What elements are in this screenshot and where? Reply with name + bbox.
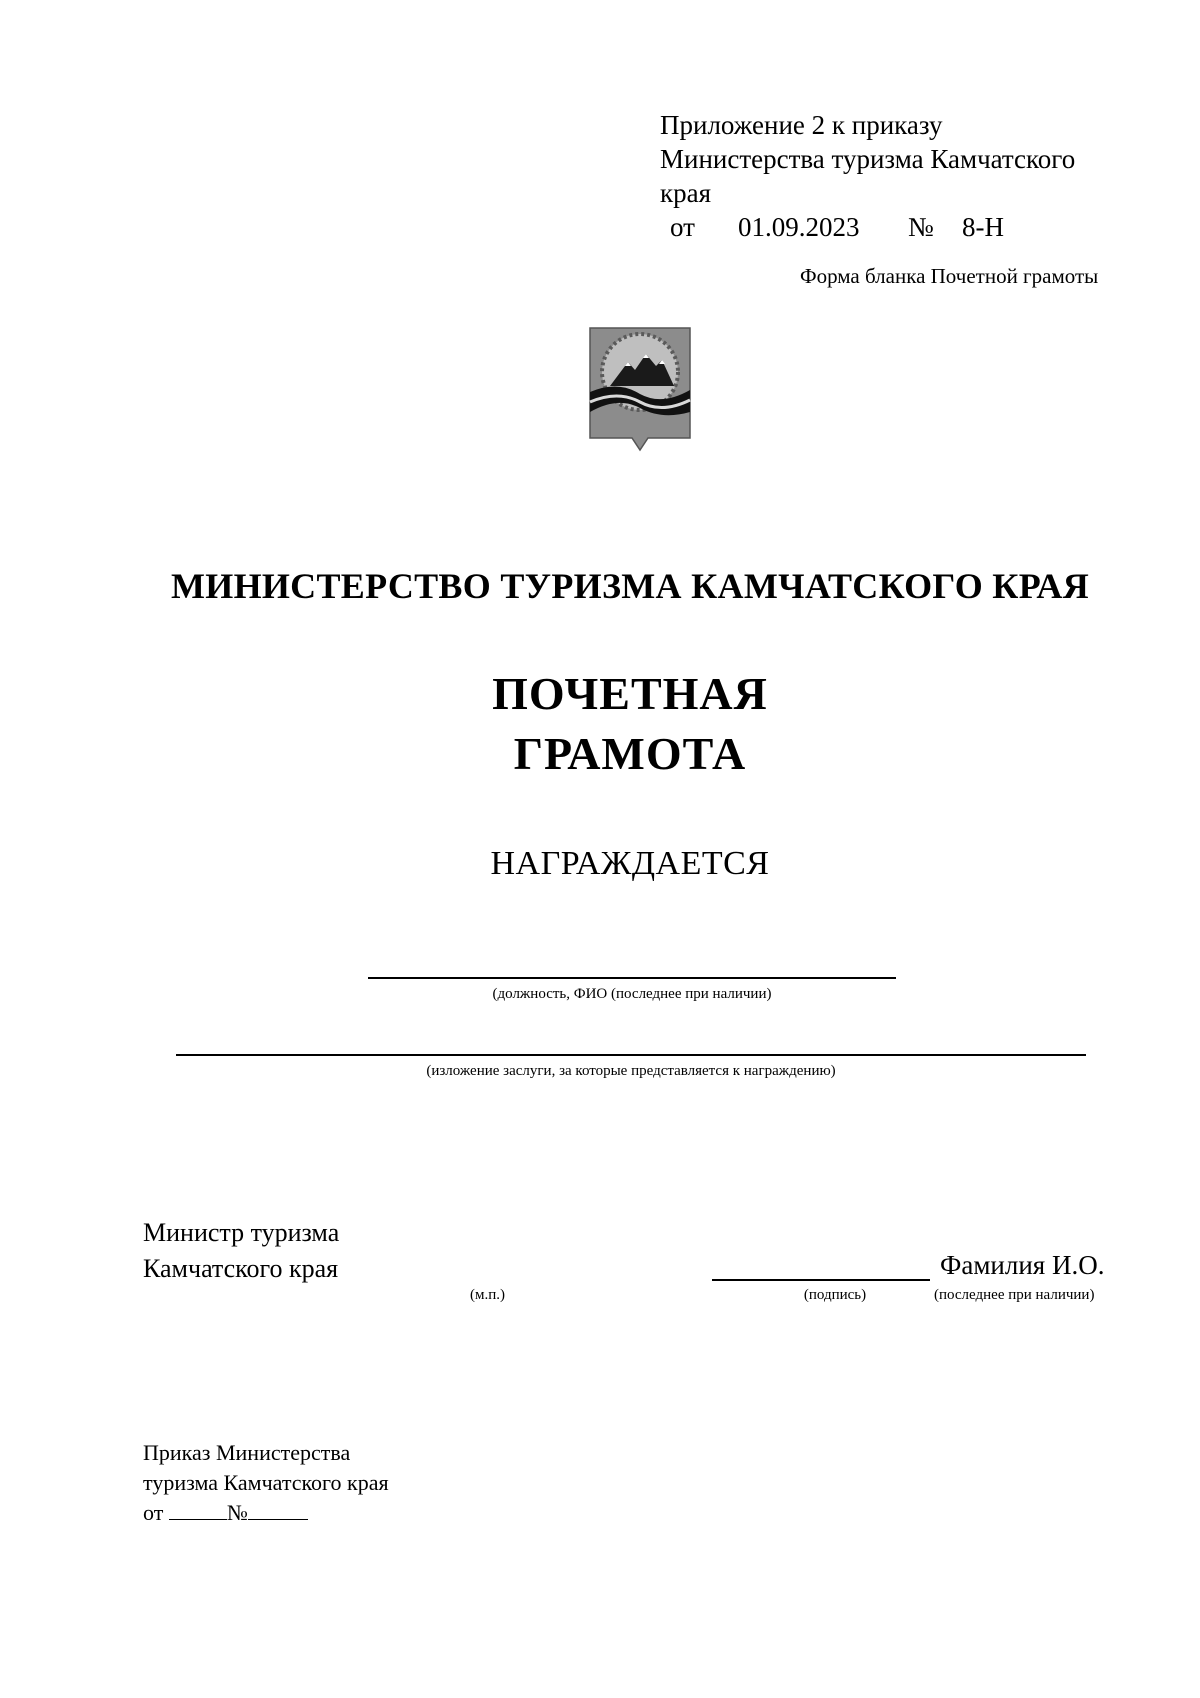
kamchatka-coat-of-arms-icon: [588, 326, 692, 456]
signature-line: [712, 1279, 930, 1281]
certificate-title: [0, 664, 1200, 784]
order-line-2: туризма Камчатского края: [143, 1470, 389, 1495]
appendix-number-sign: №: [908, 212, 934, 242]
order-number-sign: №: [226, 1500, 248, 1525]
order-line-1: Приказ Министерства: [143, 1440, 351, 1465]
appendix-block: [660, 108, 1075, 244]
signatory-name: Фамилия И.О.: [940, 1250, 1105, 1280]
name-note-hint: (последнее при наличии): [934, 1287, 1095, 1303]
recipient-hint: (должность, ФИО (последнее при наличии): [492, 986, 772, 1002]
appendix-from-label: от: [670, 212, 695, 242]
certificate-title-line-2: ГРАМОТА: [513, 728, 747, 779]
appendix-date: 01.09.2023: [738, 212, 860, 242]
order-date-blank: [169, 1501, 227, 1520]
appendix-number: 8-Н: [962, 212, 1004, 242]
ministry-title: МИНИСТЕРСТВО ТУРИЗМА КАМЧАТСКОГО КРАЯ: [170, 566, 1089, 606]
signatory-line-1: Министр туризма: [143, 1218, 340, 1247]
appendix-line-2: Министерства туризма Камчатского: [660, 144, 1076, 174]
signature-hint: (подпись): [803, 1287, 867, 1303]
merit-hint: (изложение заслуги, за которые представляется к награждению): [426, 1063, 836, 1079]
seal-hint: (м.п.): [470, 1287, 506, 1303]
appendix-line-3: края: [660, 178, 712, 208]
order-number-blank: [248, 1501, 308, 1520]
certificate-title-line-1: ПОЧЕТНАЯ: [492, 668, 768, 719]
merit-line: [176, 1054, 1086, 1056]
order-line-3: [143, 1498, 389, 1528]
order-from-label: от: [143, 1500, 164, 1525]
signatory-block: [143, 1215, 339, 1287]
order-block: [143, 1438, 389, 1528]
recipient-line: [368, 977, 896, 979]
awarded-heading: НАГРАЖДАЕТСЯ: [490, 845, 770, 882]
signatory-line-2: Камчатского края: [143, 1254, 339, 1283]
appendix-order-line: [670, 210, 1075, 244]
form-label: Форма бланка Почетной грамоты: [800, 264, 1099, 288]
appendix-line-1: Приложение 2 к приказу: [660, 110, 943, 140]
